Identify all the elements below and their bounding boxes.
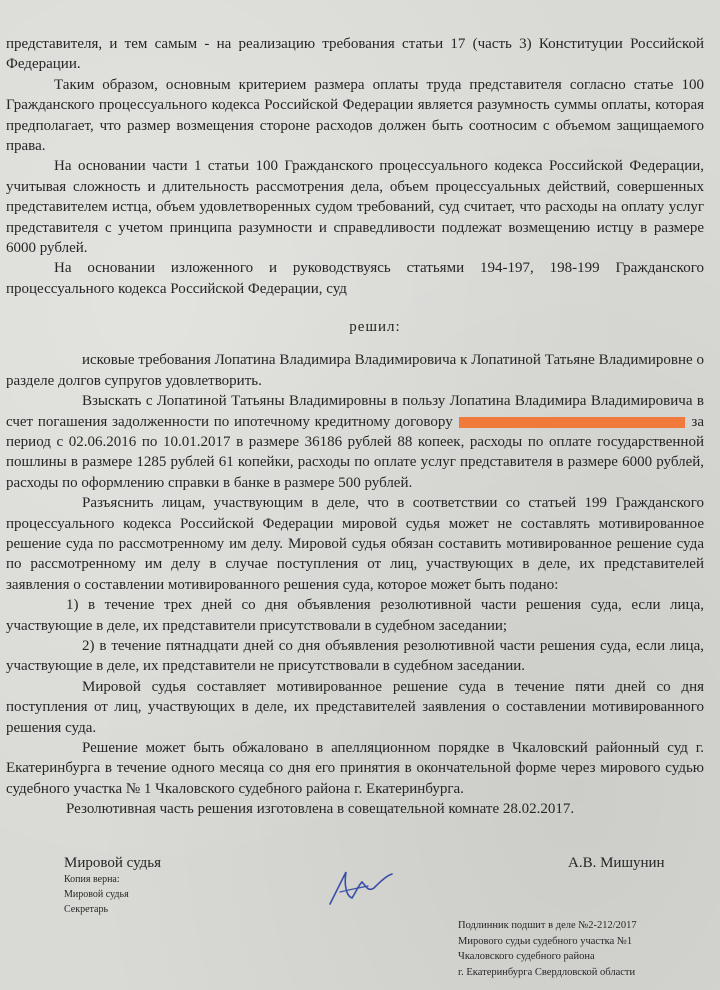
copy-secretary-line: Секретарь [64,904,109,915]
decision-heading: решил: [349,319,401,336]
decision-claims: исковые требования Лопатина Владимира Владимировича к Лопатиной Татьяне Владимировне о разделе долгов супругов удовлетворить. [6,352,704,389]
judge-title: Мировой судья [64,855,162,871]
redaction-bar [459,417,685,428]
signature-block [64,855,161,917]
paragraph-court: На основании изложенного и руководствуясь статьями 194-197, 198-199 Гражданского процессуального кодекса Российской Федерации, суд [6,260,704,297]
decision-recover [6,391,704,493]
paragraph-basis: На основании части 1 статьи 100 Гражданского процессуального кодекса Российской Федерации, учитывая сложность и длительность рассмотрения дела, объем процессуальных действий, совершенных представителем истца, объем удовлетворенных судом требований, суд считает, что расходы на оплату услуг представителя с учетом принципа разумности и справедливости подлежат возмещению истцу в размере 6000 рублей. [6,158,704,257]
decision-resolution-date: Резолютивная часть решения изготовлена в совещательной комнате 28.02.2017. [66,801,575,818]
decision-explain: Разъяснить лицам, участвующим в деле, что в соответствии со статьей 199 Гражданского процессуального кодекса Российской Федерации мировой судья может не составлять мотивированное решение суда по рассмотренному им делу. Мировой судья обязан составить мотивированное решение суда по рассмотренному им делу в случае поступления от лиц, участвующих в деле, их представителей заявления о составлении мотивированного решения суда, которое может быть подано: [6,495,704,593]
decision-term-2: 2) в течение пятнадцати дней со дня объявления резолютивной части решения суда, если лица, участвующие в деле, их представители не присутствовали в судебном заседании. [6,637,704,675]
note-line-3: Чкаловского судебного района [458,951,595,962]
decision-recover-before: Взыскать с Лопатиной Татьяны Владимировны в пользу Лопатина Владимира Владимировича в счет погашения задолженности по ипотечному кредитному договору [6,393,704,430]
decision-appeal: Решение может быть обжаловано в апелляционном порядке в Чкаловский районный суд г. Екатеринбурга в течение одного месяца со дня его принятия в окончательной форме через мирового судью судебного участка № 1 Чкаловского судебного района г. Екатеринбурга. [6,740,704,797]
handwritten-signature [322,862,402,912]
document-body [6,34,704,820]
copy-certified-line: Копия верна: [64,874,120,885]
original-filed-note [458,918,637,980]
judge-name: А.В. Мишунин [568,855,665,871]
decision-term-1: 1) в течение трех дней со дня объявления резолютивной части решения суда, если лица, участвующие в деле, их представители присутствовали в судебном заседании; [6,597,704,634]
copy-judge-line: Мировой судья [64,889,129,900]
paragraph-intro: представителя, и тем самым - на реализацию требования статьи 17 (часть 3) Конституции Российской Федерации. [6,36,704,73]
decision-recover-after: за период с 02.06.2016 по 10.01.2017 в размере 36186 рублей 88 копеек, расходы по оплате государственной пошлины в размере 1285 рублей 61 копейки, расходы по оплате услуг представителя в размере 6000 рублей, расходы по оформлению справки в банке в размере 500 рублей. [6,413,705,491]
note-line-2: Мирового судьи судебного участка №1 [458,935,633,947]
note-line-4: г. Екатеринбурга Свердловской области [458,966,636,978]
paragraph-criterion: Таким образом, основным критерием размера оплаты труда представителя согласно статье 100 Гражданского процессуального кодекса Российской Федерации является разумность суммы оплаты, которая предполагает, что размер возмещения стороне расходов должен быть соотносим с объемом защищаемого права. [6,76,704,155]
note-line-1: Подлинник подшит в деле №2-212/2017 [458,920,637,931]
decision-motivated: Мировой судья составляет мотивированное решение суда в течение пяти дней со дня поступления от лиц, участвующих в деле, их представителей заявления о составлении мотивированного решения суда. [6,678,704,736]
